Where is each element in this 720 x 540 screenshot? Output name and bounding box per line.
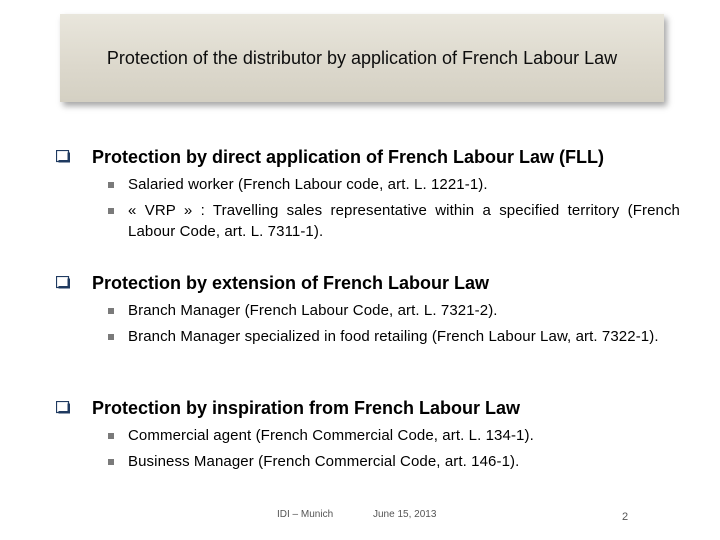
section-heading: Protection by direct application of French Labour Law (FLL)	[56, 146, 680, 168]
square-bullet-icon	[108, 308, 114, 314]
section-extension	[56, 272, 680, 352]
footer-date: June 15, 2013	[373, 509, 437, 520]
section-heading: Protection by inspiration from French Labour Law	[56, 397, 680, 419]
title-box	[60, 14, 664, 102]
section-heading: Protection by extension of French Labour Law	[56, 272, 680, 294]
square-bullet-icon	[108, 182, 114, 188]
list-item: Commercial agent (French Commercial Code, art. L. 134-1).	[108, 425, 680, 446]
checkbox-square-icon	[56, 150, 70, 163]
square-bullet-icon	[108, 208, 114, 214]
square-bullet-icon	[108, 459, 114, 465]
checkbox-square-icon	[56, 276, 70, 289]
list-item: Business Manager (French Commercial Code, art. 146-1).	[108, 451, 680, 472]
list-item: Salaried worker (French Labour code, art. L. 1221-1).	[108, 174, 680, 195]
section-direct-application	[56, 146, 680, 247]
square-bullet-icon	[108, 334, 114, 340]
slide-title: Protection of the distributor by application of French Labour Law	[106, 47, 618, 68]
page-number: 2	[622, 511, 629, 523]
list-item: Branch Manager (French Labour Code, art. L. 7321-2).	[108, 300, 680, 321]
list-item: Branch Manager specialized in food retailing (French Labour Law, art. 7322-1).	[108, 326, 680, 347]
checkbox-square-icon	[56, 401, 70, 414]
square-bullet-icon	[108, 433, 114, 439]
section-inspiration	[56, 397, 680, 477]
list-item: « VRP » : Travelling sales representative within a specified territory (French Labour Code, art. L. 7311-1).	[108, 200, 680, 242]
footer-organization: IDI – Munich	[277, 509, 334, 520]
